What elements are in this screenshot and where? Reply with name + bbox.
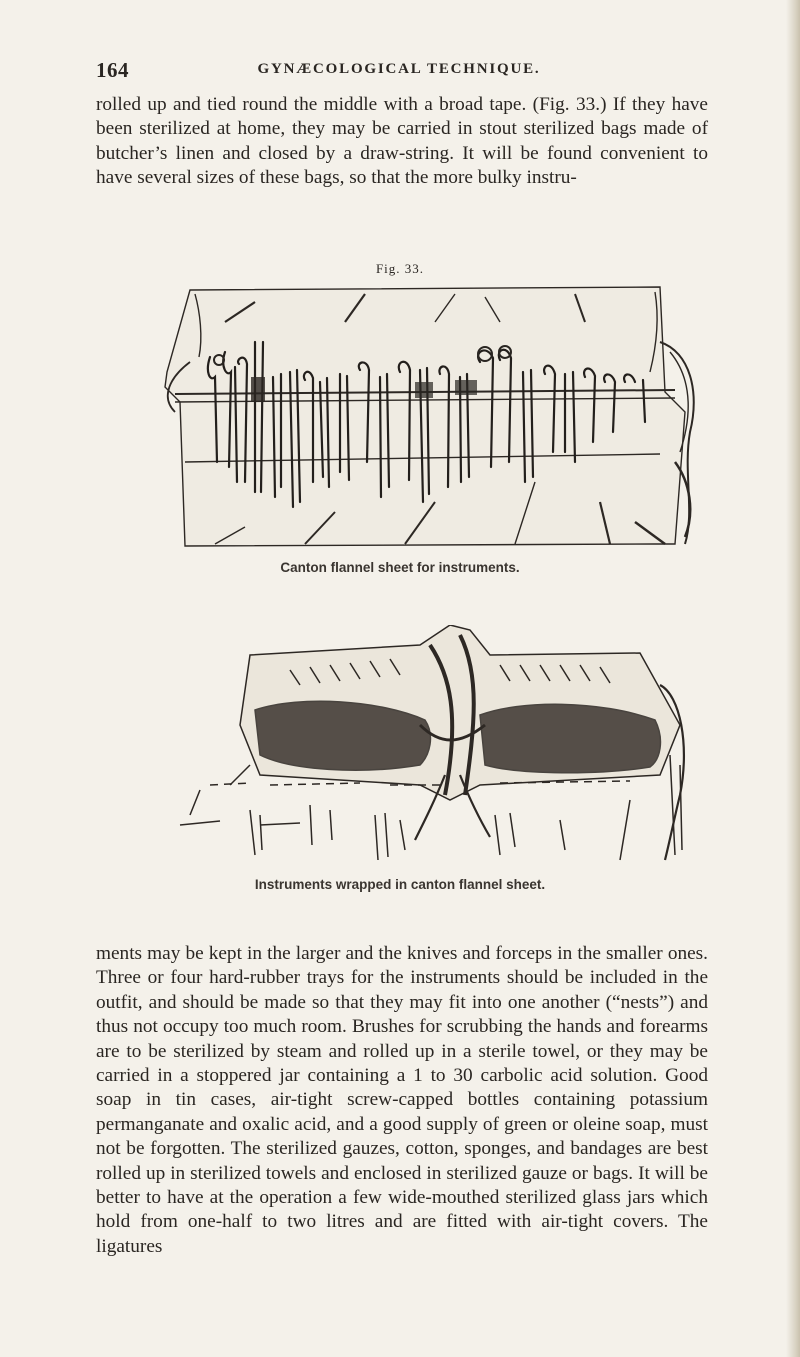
page-edge-shadow xyxy=(786,0,800,1357)
body-paragraph-bottom: ments may be kept in the larger and the knives and forceps in the smaller ones. Three or four hard-rubber trays for the instruments should be included in the outfit, and should be made so that they may fit into one another (“nests”) and thus not occupy too much room. Brushes for scrubbing the hands and forearms are to be sterilized by steam and rolled up in a sterile towel, or they may be carried in a stoppered jar containing a 1 to 30 carbolic acid solution. Good soap in tin cases, air-tight screw-capped bottles containing potassium permanganate and oxalic acid, and a good supply of green or oleine soap, must not be forgotten. The sterilized gauzes, cotton, sponges, and bandages are best rolled up in sterilized towels and enclosed in sterilized gauze or bags. It will be better to have at the operation a few wide-mouthed sterilized glass jars which hold from one-half to two litres and are fitted with air-tight covers. The ligatures xyxy=(96,943,708,1257)
flannel-sheet-illustration xyxy=(155,282,700,552)
running-head xyxy=(96,58,702,82)
figure-caption-bottom: Instruments wrapped in canton flannel sheet. xyxy=(254,877,546,892)
page-number: 164 xyxy=(96,58,129,82)
wrapped-instruments-illustration xyxy=(160,625,720,865)
body-paragraph-top: rolled up and tied round the middle with a broad tape. (Fig. 33.) If they have been sterilized at home, they may be carried in stout sterilized bags made of butcher’s linen and closed by a draw-string. It will be found convenient to have several sizes of these bags, so that the more bulky instru- xyxy=(96,94,708,189)
figure-label: Fig. 33. xyxy=(375,261,425,276)
running-title: GYNÆCOLOGICAL TECHNIQUE. xyxy=(257,61,541,77)
figure-caption-top: Canton flannel sheet for instruments. xyxy=(280,560,520,575)
